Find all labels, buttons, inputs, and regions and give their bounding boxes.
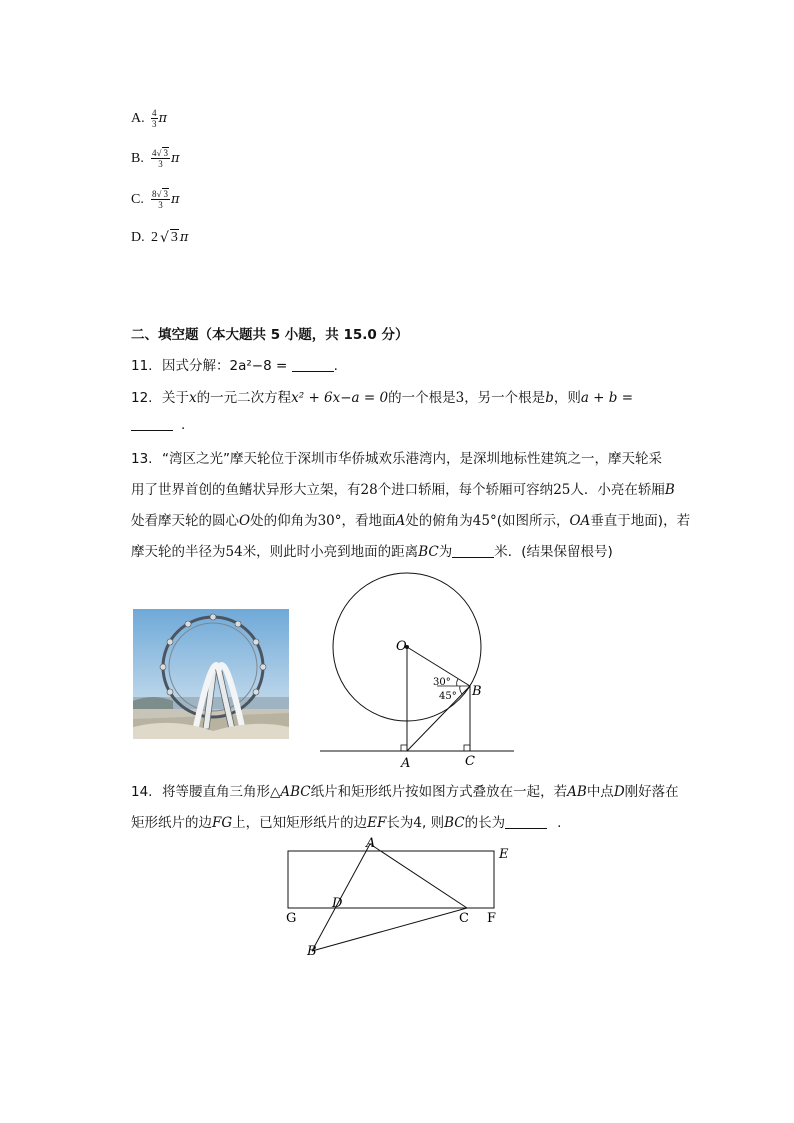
denominator: 3 [158,200,163,210]
answer-blank[interactable] [131,417,173,431]
denominator: 3 [152,119,157,129]
pi-symbol: π [158,111,168,126]
math: 3 [455,390,465,406]
ferris-wheel-photo [133,609,289,739]
math: AB [567,784,587,800]
period: . [333,358,338,374]
answer-blank[interactable] [292,358,334,372]
question-13-line-1 [131,447,662,467]
angle-arc-45 [460,686,462,694]
option-label: C. [131,191,144,207]
text: 上，已知矩形纸片的边 [232,815,368,831]
math: b [545,390,554,406]
pi-symbol: π [179,230,189,245]
math: x [189,390,197,406]
text: “湾区之光”摩天轮位于深圳市华侨城欢乐港湾内，是深圳地标性建筑之一，摩天轮采 [162,451,662,467]
math: 45° [472,513,497,529]
math: D [613,784,625,800]
question-number: 12. [131,390,153,406]
question-12-blank-line [131,417,185,433]
radicand: 3 [170,230,178,245]
text: 中点 [586,784,614,800]
label-f: F [487,911,497,926]
text: 处的俯角为 [405,513,473,529]
math: 30° [317,513,342,529]
right-angle-mark-c [464,745,470,751]
radicand: 3 [163,148,168,158]
option-b [131,148,180,169]
figure-13-diagram [320,568,520,770]
label-c: C [459,911,469,926]
text: 的一个根是 [388,390,456,406]
section-title: 二、填空题（本大题共 5 小题，共 15.0 分） [131,327,409,343]
math: A [395,513,406,529]
math: O [239,513,251,529]
text: , 则 [421,815,445,831]
question-14-line-1 [131,780,679,800]
numerator: 8√ 3 [152,189,168,199]
angle-label-45: 45° [439,691,457,702]
label-o: O [396,639,407,654]
question-13-line-3 [131,509,690,529]
numerator: 4 [152,108,157,118]
label-a: A [366,836,376,851]
answer-blank[interactable] [452,544,494,558]
text: (如图所示， [496,513,570,529]
text: 个进口轿厢，每个轿厢可容纳 [377,482,554,498]
question-number: 13. [131,451,153,467]
text: 长为 [386,815,414,831]
pi-symbol: π [170,151,180,166]
question-11 [131,354,338,374]
math: OA [569,513,591,529]
question-12 [131,386,633,406]
label-b: B [472,684,482,699]
math: 28 [360,482,378,498]
math: a + b = [580,390,634,406]
math: BC [444,815,465,831]
label-c: C [465,754,475,769]
question-text: 因式分解：2a²−8 = [162,358,288,374]
text: 为 [438,544,453,560]
fraction [151,108,158,129]
text: ，看地面 [341,513,396,529]
label-d: D [332,896,343,911]
coefficient: 4 [152,148,157,158]
label-b: B [307,944,317,959]
question-14-line-2 [131,811,561,831]
question-13-line-2 [131,478,675,498]
text: 矩形纸片的边 [131,815,212,831]
question-number: 14. [131,784,153,800]
option-label: D. [131,229,145,245]
text: 人．小亮在轿厢 [570,482,665,498]
question-number: 11. [131,358,153,374]
label-g: G [286,911,297,926]
label-e: E [499,847,509,862]
math: 4 [413,815,422,831]
option-c [131,189,180,210]
numerator: 4√ 3 [152,148,168,158]
fraction [151,189,170,210]
pi-symbol: π [170,192,180,207]
option-label: B. [131,150,144,166]
text: ，另一个根是 [464,390,546,406]
option-d: D. 2 √ 3 π [131,229,189,246]
math: △ABC [270,784,311,800]
coefficient: 8 [152,189,157,199]
text: 米．(结果保留根号) [494,544,613,560]
period: . [181,417,186,433]
label-a: A [401,756,411,770]
text: 垂直于地面)，若 [590,513,691,529]
text: 摩天轮的半径为 [131,544,226,560]
answer-blank[interactable] [505,815,547,829]
text: 用了世界首创的鱼鳍状异形大立架，有 [131,482,361,498]
segment-bc [312,908,467,951]
text: ，则 [553,390,581,406]
equation: x² + 6x−a = 0 [291,390,389,406]
math: BC [418,544,439,560]
text: 关于 [162,390,189,406]
angle-label-30: 30° [433,677,451,688]
text: 的一元二次方程 [196,390,292,406]
right-angle-mark-a [401,745,407,751]
option-label: A. [131,110,145,126]
fraction [151,148,170,169]
text: 处的仰角为 [250,513,318,529]
denominator: 3 [158,159,163,169]
math: 54 [225,544,243,560]
math: FG [212,815,233,831]
math: B [664,482,675,498]
text: 米，则此时小亮到地面的距离 [242,544,419,560]
rectangle-efgh [288,851,494,908]
text: 处看摩天轮的圆心 [131,513,239,529]
option-a [131,108,167,129]
radicand: 3 [163,189,168,199]
segment-ac [370,844,467,908]
question-13-line-4 [131,540,613,560]
figure-14-diagram [280,835,520,963]
text: 的长为 [464,815,506,831]
coefficient: 2 [151,229,158,245]
period: . [557,815,562,831]
math: EF [367,815,387,831]
text: 刚好落在 [624,784,679,800]
text: 将等腰直角三角形 [162,784,270,800]
text: 纸片和矩形纸片按如图方式叠放在一起，若 [310,784,568,800]
math: 25 [553,482,571,498]
angle-arc-30 [457,679,458,686]
